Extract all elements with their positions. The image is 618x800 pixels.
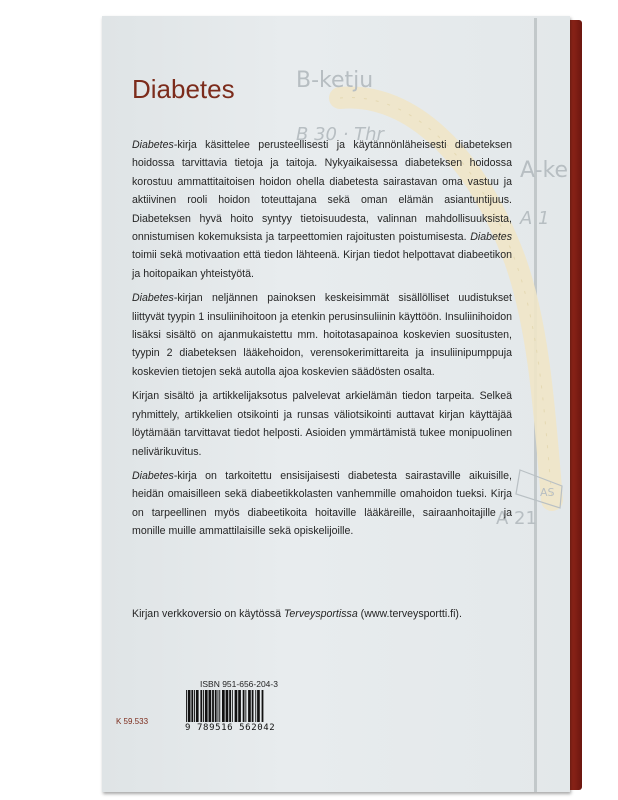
barcode-bar	[194, 690, 195, 722]
a-chain-label: A-ke	[520, 158, 568, 183]
paragraph-text: -kirjan neljännen painoksen keskeisimmät sisällölliset uudistukset liittyvät tyypin 1 insuliinihoitoon ja etenkin perusinsuliinin käyttöön. Insuliinihoidon lisäksi sisältö on ajanmukaistettu mm. hoitotasapainoa koskevien suositusten, tyypin 2 diabeteksen lääkehoidon, verensokerimittareita ja insuliinipumppuja koskevien tietojen sekä autolla ajoa koskevien säädösten osalta.	[132, 292, 512, 378]
barcode-bar	[186, 690, 187, 722]
isbn-barcode	[184, 690, 282, 724]
paragraph-1	[132, 136, 512, 283]
barcode-bar	[252, 690, 254, 722]
barcode-bar	[212, 690, 214, 722]
barcode-bar	[235, 690, 238, 722]
barcode-bar	[238, 690, 241, 722]
barcode-bar	[257, 690, 260, 722]
italic-term: Diabetes	[132, 139, 174, 151]
barcode-bar	[229, 690, 231, 722]
italic-term: Diabetes	[470, 231, 512, 244]
book-title: Diabetes	[132, 74, 235, 104]
barcode-bar	[243, 690, 245, 722]
barcode-bar	[245, 690, 246, 722]
isbn-label: ISBN 951-656-204-3	[200, 679, 278, 689]
paragraph-text: Kirjan sisältö ja artikkelijaksotus palvelevat arkielämän tiedon tarpeita. Selkeä ryhmittely, artikkelien otsikointi ja runsas väliotsikointi auttavat kirjan käyttäjää löytämään tarvittavat tiedot helposti. Asioiden ymmärtämistä tukee monipuolinen nelivärikuvitus.	[132, 390, 512, 458]
barcode-bar	[188, 690, 191, 722]
italic-term: Diabetes	[132, 469, 174, 482]
italic-term: Diabetes	[132, 292, 174, 305]
barcode-bar	[218, 690, 219, 722]
barcode-bar	[222, 690, 225, 722]
barcode-bar	[248, 690, 251, 722]
barcode-bar	[232, 690, 233, 722]
web-version-note	[132, 608, 462, 620]
barcode-bar	[215, 690, 217, 722]
paragraph-text: -kirja on tarkoitettu ensisijaisesti diabetesta sairastaville aikuisille, heidän omaisilleen sekä diabeetikkolasten vanhemmille omahoidon tueksi. Kirja on tarpeellinen myös diabeetikoita hoitaville lääkäreille, sairaanhoitajille ja monille muille ammattilaisille sekä opiskelijoille.	[132, 469, 512, 538]
barcode-bar	[203, 690, 204, 722]
library-classification: K 59.533	[116, 717, 149, 726]
as-label: AS	[540, 486, 555, 499]
b30-label: B 30 · Thr	[296, 124, 384, 145]
paragraph-4	[132, 467, 512, 541]
barcode-bar	[262, 690, 264, 722]
paragraph-text: -kirja käsittelee perusteellisesti ja käytännönläheisesti diabeteksen hoidossa tarvittavia tietoja ja taitoja. Nykyaikaisessa diabeteksen hoidossa korostuu ammattitaitoisen hoidon ohella diabetesta sairastavan oma vastuu ja aktiivinen rooli hoidon toteuttajana sekä oman elämän asiantuntijuus. Diabeteksen hyvä hoito syntyy tietoisuudesta, valinnan mahdollisuuksista, onnistumisen kokemuksista ja tarpeettomien rajoitusten poistumisesta.	[132, 139, 512, 244]
barcode-bar	[196, 690, 199, 722]
barcode-bar	[205, 690, 208, 722]
barcode-bar	[200, 690, 202, 722]
a21-label: A 21	[496, 508, 537, 529]
barcode-bar	[219, 690, 220, 722]
barcode-bar	[226, 690, 229, 722]
barcode-number: 9 789516 562042	[185, 723, 276, 733]
paragraph-text: toimii sekä motivaation että tiedon lähteenä. Kirjan tiedot helpottavat diabeetikon ja hoitopaikan yhteistyötä.	[132, 249, 512, 280]
barcode-bar	[209, 690, 212, 722]
a1-label: A 1	[520, 208, 550, 229]
paragraph-3	[132, 387, 512, 461]
web-note-text: Kirjan verkkoversio on käytössä	[132, 608, 284, 620]
description-text	[132, 136, 512, 547]
barcode-bar	[255, 690, 256, 722]
b-chain-label: B-ketju	[296, 68, 374, 93]
web-note-url: (www.terveysportti.fi).	[357, 608, 462, 620]
barcode-bar	[191, 690, 193, 722]
paragraph-2	[132, 289, 512, 381]
web-note-italic: Terveysportissa	[283, 608, 358, 620]
